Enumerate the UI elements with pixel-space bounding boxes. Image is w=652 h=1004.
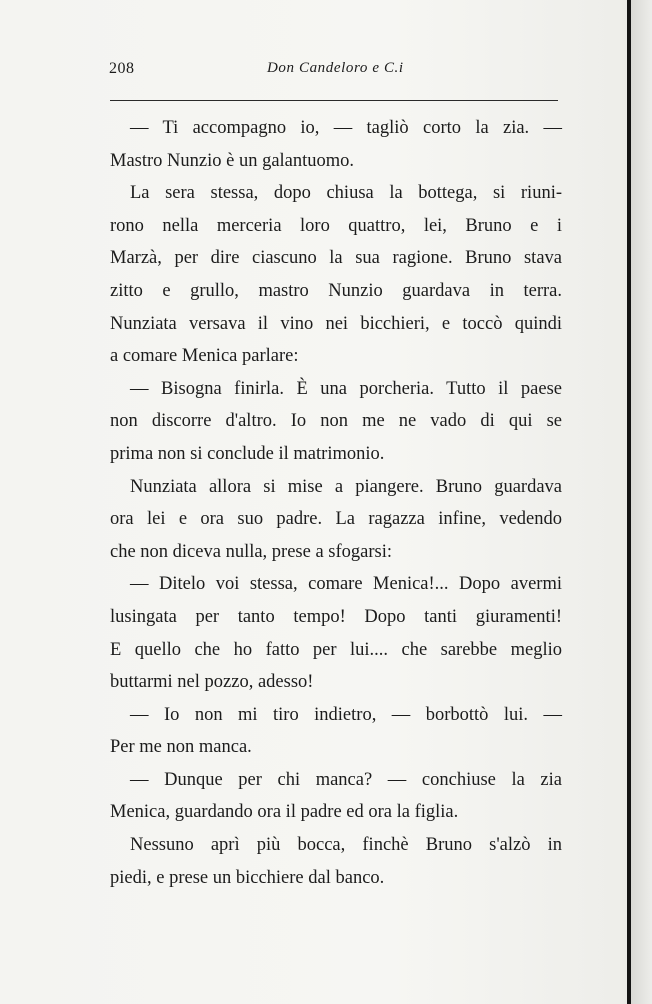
- page-number: 208: [109, 60, 135, 77]
- text-line: — Ti accompagno io, — tagliò corto la zia. —: [130, 118, 562, 138]
- text-line: Menica, guardando ora il padre ed ora la figlia.: [110, 802, 459, 823]
- running-title: Don Candeloro e C.i: [267, 60, 404, 76]
- text-line: prima non si conclude il matrimonio.: [110, 443, 385, 464]
- text-line: buttarmi nel pozzo, adesso!: [110, 672, 314, 693]
- text-line: Nessuno aprì più bocca, finchè Bruno s'alzò in: [130, 835, 562, 856]
- text-line: zitto e grullo, mastro Nunzio guardava in terra.: [110, 280, 562, 301]
- text-line: — Dunque per chi manca? — conchiuse la zia: [130, 769, 562, 790]
- text-line: che non diceva nulla, prese a sfogarsi:: [110, 541, 393, 562]
- text-line: Marzà, per dire ciascuno la sua ragione. Bruno stava: [110, 248, 562, 269]
- text-line: — Ditelo voi stessa, comare Menica!... Dopo avermi: [130, 574, 562, 595]
- text-line: E quello che ho fatto per lui.... che sarebbe meglio: [110, 639, 562, 660]
- text-line: lusingata per tanto tempo! Dopo tanti giuramenti!: [110, 606, 562, 627]
- text-line: rono nella merceria loro quattro, lei, Bruno e i: [110, 215, 562, 236]
- text-line: non discorre d'altro. Io non me ne vado di qui se: [110, 411, 562, 432]
- header-rule: [110, 100, 558, 101]
- text-line: piedi, e prese un bicchiere dal banco.: [110, 867, 385, 888]
- text-line: Nunziata allora si mise a piangere. Bruno guardava: [130, 476, 562, 497]
- body-text: [110, 112, 562, 894]
- text-line: Per me non manca.: [110, 737, 252, 758]
- text-line: Mastro Nunzio è un galantuomo.: [110, 150, 355, 171]
- binding-shadow: [631, 0, 652, 1004]
- text-line: ora lei e ora suo padre. La ragazza infine, vedendo: [110, 509, 562, 530]
- text-line: Nunziata versava il vino nei bicchieri, e toccò quindi: [110, 313, 562, 334]
- text-line: a comare Menica parlare:: [110, 346, 299, 367]
- text-line: — Bisogna finirla. È una porcheria. Tutto il paese: [130, 378, 562, 399]
- text-line: — Io non mi tiro indietro, — borbottò lui. —: [130, 704, 562, 725]
- page-header: [109, 60, 559, 86]
- text-line: La sera stessa, dopo chiusa la bottega, si riuni-: [130, 183, 562, 204]
